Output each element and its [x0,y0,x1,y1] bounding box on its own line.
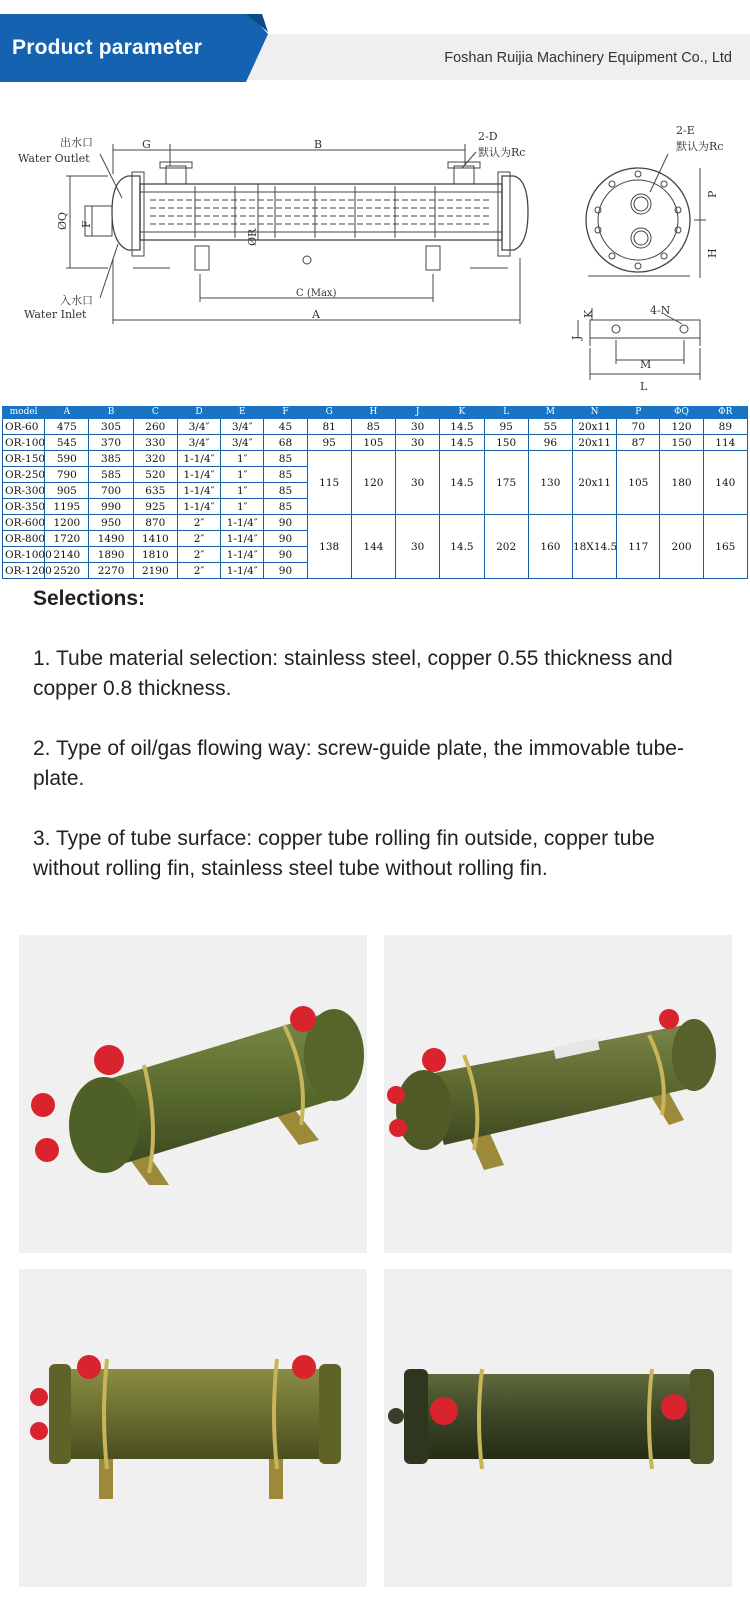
cell: 96 [528,435,572,451]
col-header: H [351,407,395,419]
cell: 1200 [45,515,89,531]
cell-model: OR-800 [3,531,45,547]
cell: 90 [264,563,307,579]
cell-model: OR-150 [3,451,45,467]
cell: 1-1/4″ [221,547,264,563]
col-header: A [45,407,89,419]
cell: 950 [89,515,133,531]
table-row [3,515,748,531]
cell: 20x11 [572,435,616,451]
cell: 1490 [89,531,133,547]
col-header: P [617,407,660,419]
cell: 68 [264,435,307,451]
cell-model: OR-100 [3,435,45,451]
cell: 175 [484,451,528,515]
cell: 1890 [89,547,133,563]
dim-2d: 2-D [478,130,498,143]
cell-model: OR-60 [3,419,45,435]
cell: 635 [133,483,177,499]
product-photo [384,1269,732,1587]
cell: 1-1/4″ [221,563,264,579]
cell: 202 [484,515,528,579]
product-photo [384,935,732,1253]
cell: 3/4″ [221,435,264,451]
dim-k: K [582,309,595,318]
cell: 2″ [177,547,220,563]
cell: 180 [660,451,703,515]
water-outlet-en: Water Outlet [18,152,90,165]
cell: 1720 [45,531,89,547]
cell: 1810 [133,547,177,563]
cell: 95 [307,435,351,451]
dim-f: F [80,220,93,228]
page-header [0,0,750,82]
dim-2d-note: 默认为Rc [478,146,526,159]
col-header: B [89,407,133,419]
col-header: ΦQ [660,407,703,419]
cell: 520 [133,467,177,483]
cell: 20x11 [572,419,616,435]
product-photo [19,935,367,1253]
cell: 370 [89,435,133,451]
cell: 160 [528,515,572,579]
col-header: ΦR [703,407,747,419]
cell: 700 [89,483,133,499]
selection-item: 1. Tube material selection: stainless steel, copper 0.55 thickness and copper 0.8 thickness. [33,647,673,700]
cell-model: OR-1200 [3,563,45,579]
cell: 320 [133,451,177,467]
cell: 85 [264,467,307,483]
cell: 14.5 [440,515,484,579]
cell: 150 [484,435,528,451]
col-header: N [572,407,616,419]
selection-item: 3. Type of tube surface: copper tube rolling fin outside, copper tube without rolling fin, stainless steel tube without rolling fin. [33,827,655,880]
col-header: G [307,407,351,419]
cell: 260 [133,419,177,435]
dim-g: G [142,138,151,151]
cell-model: OR-250 [3,467,45,483]
cell: 3/4″ [177,419,220,435]
cell: 2″ [177,531,220,547]
cell: 590 [45,451,89,467]
cell: 95 [484,419,528,435]
selections-section [33,584,723,914]
cell: 2270 [89,563,133,579]
cell: 55 [528,419,572,435]
cell: 2190 [133,563,177,579]
cell: 870 [133,515,177,531]
cell: 1″ [221,499,264,515]
cell: 3/4″ [221,419,264,435]
dim-2e-note: 默认为Rc [676,140,724,153]
col-header: E [221,407,264,419]
cell: 1-1/4″ [177,467,220,483]
col-header: K [440,407,484,419]
cell: 70 [617,419,660,435]
cell: 130 [528,451,572,515]
cell: 90 [264,531,307,547]
cell: 165 [703,515,747,579]
cell: 1-1/4″ [221,531,264,547]
cell: 2520 [45,563,89,579]
cell: 120 [351,451,395,515]
cell: 1″ [221,467,264,483]
col-header: M [528,407,572,419]
cell: 89 [703,419,747,435]
cell-model: OR-1000 [3,547,45,563]
dim-p: P [706,190,719,198]
cell: 30 [396,419,440,435]
water-inlet-en: Water Inlet [24,308,87,321]
table-row [3,435,748,451]
page-title: Product parameter [12,36,203,59]
cell: 2″ [177,515,220,531]
dim-4n: 4-N [650,304,671,317]
cell-model: OR-350 [3,499,45,515]
cell: 90 [264,547,307,563]
cell: 1-1/4″ [177,451,220,467]
company-name: Foshan Ruijia Machinery Equipment Co., Ltd [444,50,732,66]
dim-l: L [640,380,648,393]
cell: 1-1/4″ [177,499,220,515]
water-inlet-cn: 入水口 [60,294,93,307]
cell: 2140 [45,547,89,563]
dim-h: H [706,248,719,258]
cell: 905 [45,483,89,499]
dim-b: B [314,138,323,151]
cell: 150 [660,435,703,451]
cell: 14.5 [440,451,484,515]
cell: 45 [264,419,307,435]
dim-j: J [570,335,583,340]
cell: 115 [307,451,351,515]
cell: 990 [89,499,133,515]
table-header-row [3,407,748,419]
cell: 385 [89,451,133,467]
col-header: J [396,407,440,419]
cell: 545 [45,435,89,451]
water-outlet-cn: 出水口 [60,136,93,149]
cell: 85 [264,483,307,499]
cell: 1″ [221,451,264,467]
cell: 81 [307,419,351,435]
cell: 3/4″ [177,435,220,451]
cell: 105 [617,451,660,515]
title-banner [0,14,268,82]
cell: 90 [264,515,307,531]
col-header: L [484,407,528,419]
cell: 305 [89,419,133,435]
cell: 117 [617,515,660,579]
dim-q: ØQ [56,211,69,230]
cell: 14.5 [440,435,484,451]
cell: 1410 [133,531,177,547]
col-header: F [264,407,307,419]
cell: 120 [660,419,703,435]
cell: 1-1/4″ [177,483,220,499]
selections-title: Selections: [33,587,146,610]
cell: 138 [307,515,351,579]
dim-m: M [640,358,652,371]
cell: 330 [133,435,177,451]
table-row [3,451,748,467]
cell: 114 [703,435,747,451]
cell: 790 [45,467,89,483]
table-row [3,419,748,435]
dim-r: ØR [246,228,259,246]
col-header: model [3,407,45,419]
cell: 925 [133,499,177,515]
cell: 30 [396,435,440,451]
selection-item: 2. Type of oil/gas flowing way: screw-guide plate, the immovable tube-plate. [33,737,684,790]
cell: 85 [264,499,307,515]
product-photo [19,1269,367,1587]
dim-c: C (Max) [296,288,337,299]
cell-model: OR-300 [3,483,45,499]
cell: 475 [45,419,89,435]
cell: 20x11 [572,451,616,515]
cell: 585 [89,467,133,483]
cell: 140 [703,451,747,515]
dim-a: A [312,308,320,321]
technical-drawing [0,118,750,400]
cell: 1-1/4″ [221,515,264,531]
col-header: C [133,407,177,419]
cell: 85 [264,451,307,467]
dim-2e: 2-E [676,124,695,137]
col-header: D [177,407,220,419]
cell: 105 [351,435,395,451]
cell: 1″ [221,483,264,499]
cell-model: OR-600 [3,515,45,531]
cell: 2″ [177,563,220,579]
cell: 144 [351,515,395,579]
cell: 85 [351,419,395,435]
spec-table [2,406,748,579]
cell: 1195 [45,499,89,515]
cell: 87 [617,435,660,451]
cell: 18X14.5 [572,515,616,579]
cell: 200 [660,515,703,579]
cell: 14.5 [440,419,484,435]
cell: 30 [396,515,440,579]
cell: 30 [396,451,440,515]
